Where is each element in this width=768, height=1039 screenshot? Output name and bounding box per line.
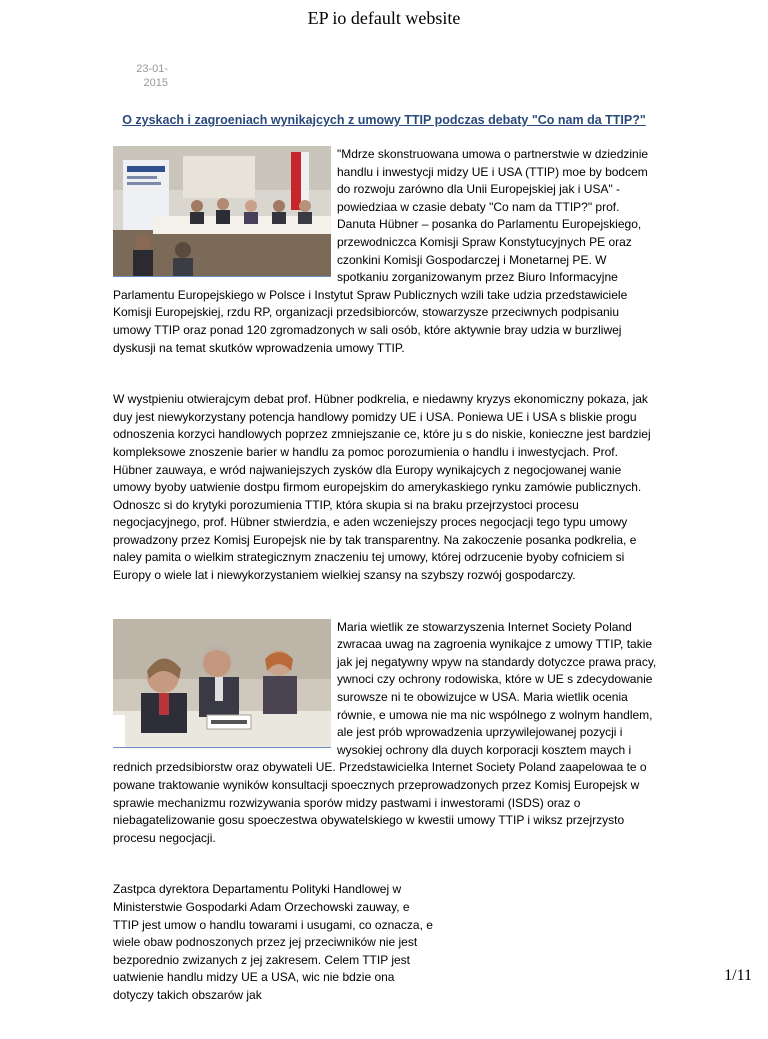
article-paragraph-4: Zastpca dyrektora Departamentu Polityki Handlowej w Ministerstwie Gospodarki Adam Orzechowski zauway, e TTIP jest umow o handlu towarami i usugami, co oznacza, e wiele obaw podnoszonych przez jej przeciwników nie jest bezporednio zwizanych z jej zakresem. Celem TTIP jest uatwienie handlu midzy UE a USA, wic nie bdzie ona dotyczy takich obszarów jak [113,882,433,1002]
article-paragraph-1 [113,146,657,357]
speakers-photo [113,619,331,748]
site-title: EP io default website [307,8,461,28]
debate-panel-photo [113,146,331,277]
page-number: 1/11 [724,967,752,984]
article-paragraph-3 [113,619,657,848]
article-body [113,146,657,1039]
paragraph-1-text: "Mdrze skonstruowana umowa o partnerstwie w dziedzinie handlu i inwestycji midzy UE i USA (TTIP) moe by bodcem do rozwoju zarówno dla Unii Europejskiej jak i USA" - powiedziaa w czasie debaty "Co nam da TTIP?" prof. Danuta Hübner – posanka do Parlamentu Europejskiego, przewodniczca Komisji Spraw Konstytucyjnych PE oraz czonkini Komisji Gospodarczej i Monetarnej PE. W spotkaniu zorganizowanym przez Biuro Informacyjne Parlamentu Europejskiego w Polsce i Instytut Spraw Publicznych wzili take udzia przedstawiciele Komisji Europejskiej, rzdu RP, organizacji przedsibiorców, stowarzysze przeciwnych podpisaniu umowy TTIP oraz ponad 120 zgromadzonych w sali osób, które aktywnie bray udzia w burzliwej dyskusji na temat skutków wprowadzenia umowy TTIP. [113,147,649,355]
article-title[interactable]: O zyskach i zagroeniach wynikajcych z umowy TTIP podczas debaty "Co nam da TTIP?" [122,113,646,127]
article-date: 23-01-2015 [136,63,168,89]
paragraph-3-text: Maria wietlik ze stowarzyszenia Internet Society Poland zwracaa uwag na zagroenia wynikajce z umowy TTIP, takie jak jej negatywny wpyw na standardy dotyczce prawa pracy, ywnoci czy ochrony rodowiska, które w UE s zdecydowanie surowsze ni te obowizujce w USA. Maria wietlik ocenia równie, e umowa nie ma nic wspólnego z wolnym handlem, ale jest prób wprowadzenia uprzywilejowanej pozycji i wysokiej ochrony dla duych korporacji kosztem maych i rednich przedsibiorstw oraz obywateli UE. Przedstawicielka Internet Society Poland zaapelowaa te o powane traktowanie wyników konsultacji spoecznych przeprowadzonych przez Komisj Europejsk w sprawie mechanizmu rozwizywania sporów midzy pastwami i inwestorami (ISDS) oraz o niebagatelizowanie gosu spoeczestwa obywatelskiego w kwestii umowy TTIP i wiksz przejrzysto procesu negocjacji. [113,619,657,845]
article-paragraph-2: W wystpieniu otwierajcym debat prof. Hübner podkrelia, e niedawny kryzys ekonomiczny pokaza, jak duy jest niewykorzystany potencja handlowy pomidzy UE i USA. Poniewa UE i USA s bliskie progu odnoszenia korzyci handlowych poprzez zmniejszanie ce, które ju s do niskie, konieczne jest bardziej kompleksowe znoszenie barier w handlu za pomoc porozumienia o handlu i inwestycjach. Prof. Hübner zauwaya, e wród najwaniejszych zysków dla Europy wynikajcych z negocjowanej wanie umowy byoby uatwienie dostpu firmom europejskim do amerykaskiego rynku zamówie publicznych. Odnoszc si do krytyki porozumienia TTIP, która skupia si na braku przejrzystoci procesu negocjacyjnego, prof. Hübner stwierdzia, e aden wczeniejszy proces negocjacji tego typu umowy prowadzony przez Komisj Europejsk nie by tak transparentny. Na zakoczenie posanka podkrelia, e naley pamita o wielkim strategicznym znaczeniu tej umowy, której odrzucenie byoby cofniciem si Europy o wiele lat i niewykorzystaniem wielkiej szansy na szybszy rozwój gospodarczy. [113,392,651,583]
